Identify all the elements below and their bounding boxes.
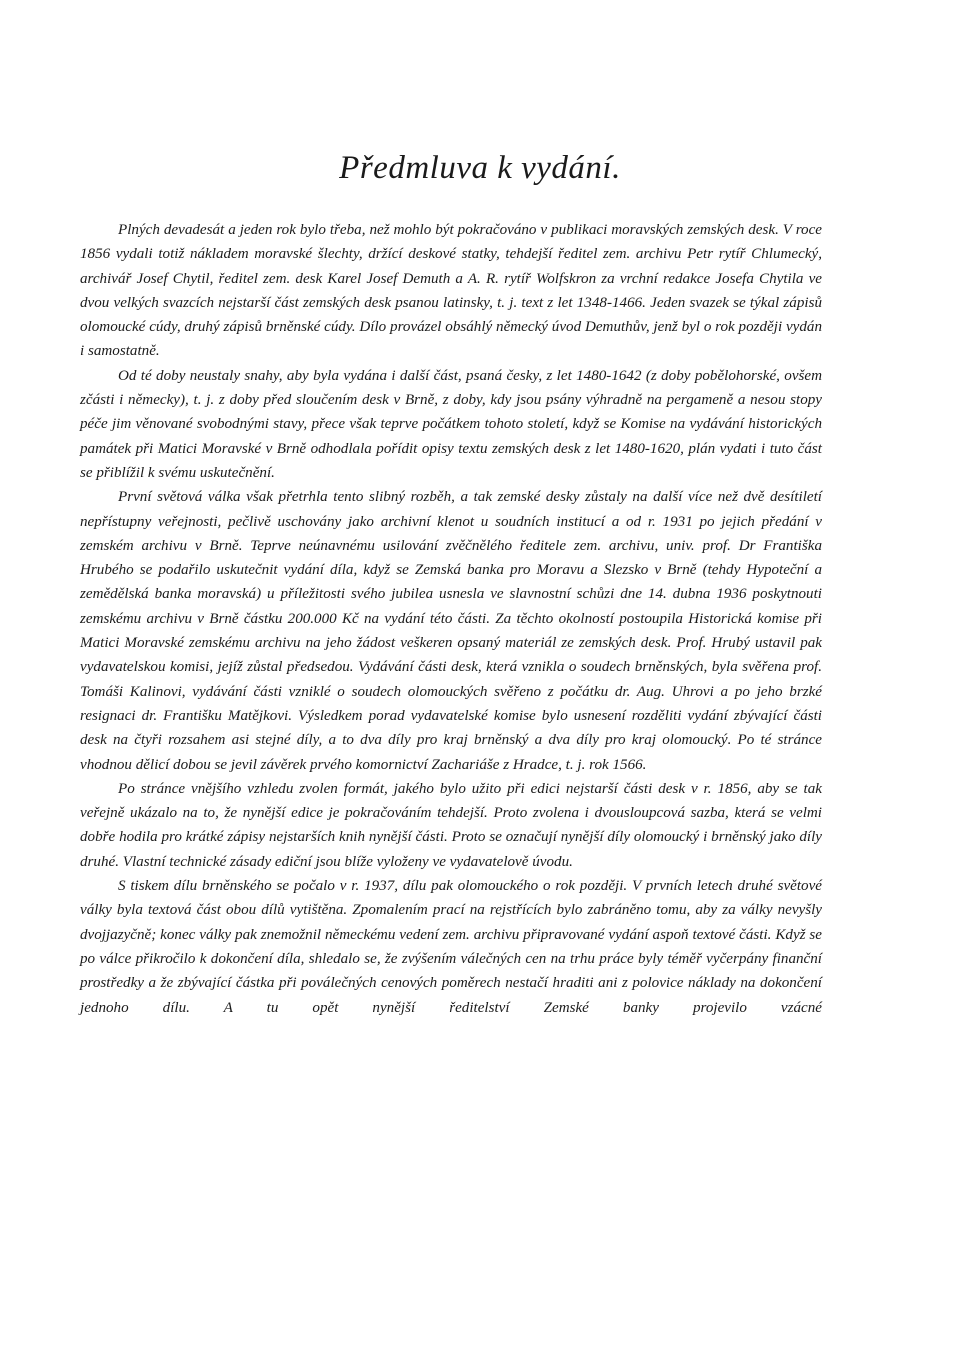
paragraph-1: Plných devadesát a jeden rok bylo třeba, než mohlo být pokračováno v publikaci moravských zemských desk. V roce 1856 vydali totiž nákladem moravské šlechty, držící deskové statky, tehdejší ředitel zem. archivu Petr rytíř Chlumecký, archivář Josef Chytil, ředitel zem. desk Karel Josef Demuth a A. R. rytíř Wolfskron za vrchní redakce Josefa Chytila ve dvou velkých svazcích nejstarší část zemských desk psanou latinsky, t. j. text z let 1348-1466. Jeden svazek se týkal zápisů olomoucké cúdy, druhý zápisů brněnské cúdy. Dílo provázel obsáhlý německý úvod Demuthův, jenž byl o rok později vydán i samostatně. (80, 222, 822, 360)
paragraph-5: S tiskem dílu brněnského se počalo v r. 1937, dílu pak olomouckého o rok později. V prvních letech druhé světové války byla textová část obou dílů vytištěna. Zpomalením prací na rejstřících bylo zabráněno tomu, aby za války nevyšly dvojjazyčně; konec války pak znemožnil německému vedení zem. archivu připravované vydání aspoň textové části. Když se po válce přikročilo k dokončení díla, shledalo se, že zvýšením válečných cen na trhu práce byly téměř vyčerpány finanční prostředky a že zbývající částka při poválečných cenových poměrech nestačí hraditi ani z polovice náklady na dokončení jednoho dílu. A tu opět nynější ředitelství Zemské banky projevilo vzácné (80, 878, 822, 1016)
page-title: Předmluva k vydání. (339, 150, 621, 186)
paragraph-2: Od té doby neustaly snahy, aby byla vydána i další část, psaná česky, z let 1480-1642 (z doby pobělohorské, ovšem zčásti i německy), t. j. z doby před sloučením desk v Brně, z doby, kdy jsou psány výhradně na pergameně a nesou stopy péče jim věnované svobodnými stavy, přece však teprve počátkem tohoto století, když se Komise na vydávání historických památek při Matici Moravské v Brně odhodlala pořídit opisy textu zemských desk z let 1480-1620, plán vydati i tuto část se přiblížil k svému uskutečnění. (80, 367, 822, 481)
paragraph-4: Po stránce vnějšího vzhledu zvolen formát, jakého bylo užito při edici nejstarší části desk v r. 1856, aby se tak veřejně ukázalo na to, že nynější edice je pokračováním tehdejší. Proto zvolena i dvousloupcová sazba, která se velmi dobře hodila pro krátké zápisy nejstarších knih nynější části. Proto se označují nynější díly olomoucký i brněnský jako díly druhé. Vlastní technické zásady ediční jsou blíže vyloženy ve vydavatelově úvodu. (80, 780, 822, 870)
paragraph-3: První světová válka však přetrhla tento slibný rozběh, a tak zemské desky zůstaly na další více než dvě desítiletí nepřístupny veřejnosti, pečlivě uschovány jako archivní klenot u soudních institucí a od r. 1931 po jejich předání v zemském archivu v Brně. Teprve neúnavnému usilování zvěčnělého ředitele zem. archivu, univ. prof. Dr Františka Hrubého se podařilo uskutečnit vydání díla, když se Zemská banka pro Moravu a Slezsko v Brně (tehdy Hypoteční a zemědělská banka moravská) u příležitosti svého jubilea usnesla ve slavnostní schůzi dne 14. dubna 1936 poskytnouti zemskému archivu v Brně částku 200.000 Kč na vydání této části. Za těchto okolností postoupila Historická komise při Matici Moravské zemskému archivu na jeho žádost veškeren opsaný materiál ze zemských desk. Prof. Hrubý ustavil pak vydavatelskou komisi, jejíž zůstal předsedou. Vydávání části desk, která vznikla o soudech brněnských, byla svěřena prof. Tomáši Kalinovi, vydávání části vzniklé o soudech olomouckých svěřeno z počátku dr. Aug. Uhrovi a po jeho brzké resignaci dr. Františku Matějkovi. Výsledkem porad vydavatelské komise bylo usnesení rozděliti vydání zbývající části desk na čtyři rozsahem asi stejné díly, a to dva díly pro kraj brněnský a dva díly pro kraj olomoucký. Po té stránce vhodnou dělicí dobou se jevil závěrek prvého komornictví Zachariáše z Hradce, t. j. rok 1566. (80, 489, 822, 773)
body-text (80, 218, 822, 1020)
